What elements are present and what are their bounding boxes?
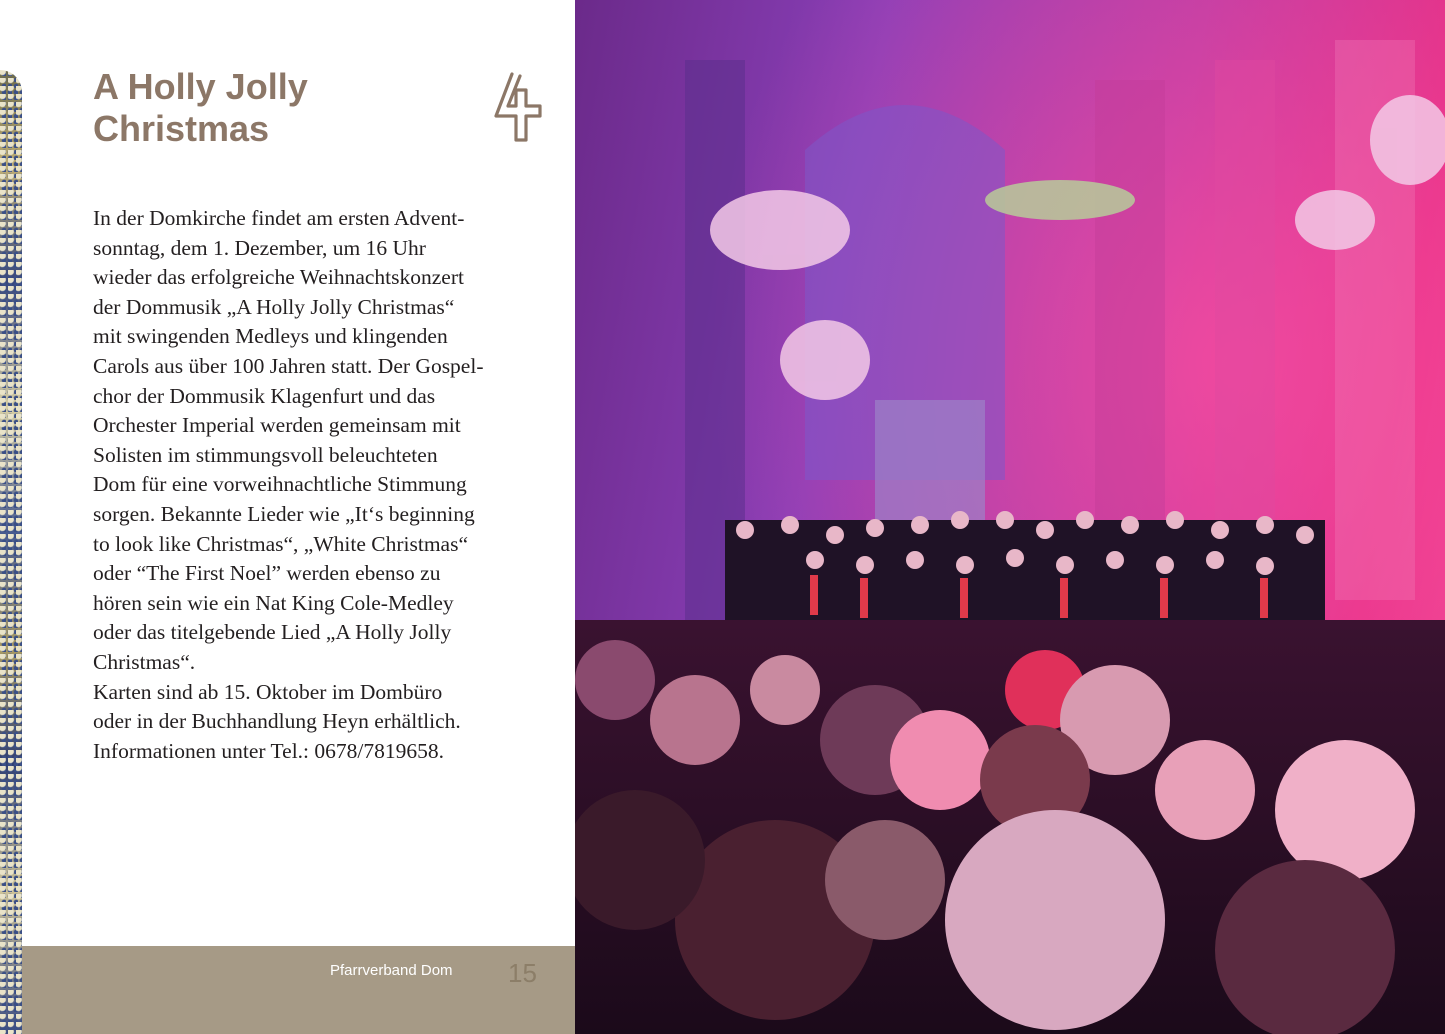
number-4-icon <box>490 70 546 144</box>
page-number: 15 <box>508 958 537 988</box>
mosaic-decoration <box>0 70 22 1034</box>
concert-photo <box>575 0 1445 1034</box>
article-title: A Holly Jolly Christmas <box>93 66 308 149</box>
footer-bar <box>22 946 575 1034</box>
article-body: In der Domkirche findet am ersten Advent- sonntag, dem 1. Dezember, um 16 Uhr wieder das erfolgreiche Weihnachtskonzert der Dommusik „A Holly Jolly Christmas“ mit swingenden Medleys und klingenden Carols aus über 100 Jahren statt. Der Gospel- chor der Dommusik Klagenfurt und das Orchester Imperial werden gemeinsam mit Solisten im stimmungsvoll beleuchteten Dom für eine vorweihnachtliche Stimmung sorgen. Bekannte Lieder wie „It‘s beginning to look like Christmas“, „White Christmas“ oder “The First Noel” werden ebenso zu hören sein wie ein Nat King Cole-Medley oder das titelgebende Lied „A Holly Jolly Christmas“. Karten sind ab 15. Oktober im Dombüro oder in der Buchhandlung Heyn erhältlich. Informationen unter Tel.: 0678/7819658. <box>93 206 484 763</box>
footer-label: Pfarrverband Dom <box>330 962 453 979</box>
